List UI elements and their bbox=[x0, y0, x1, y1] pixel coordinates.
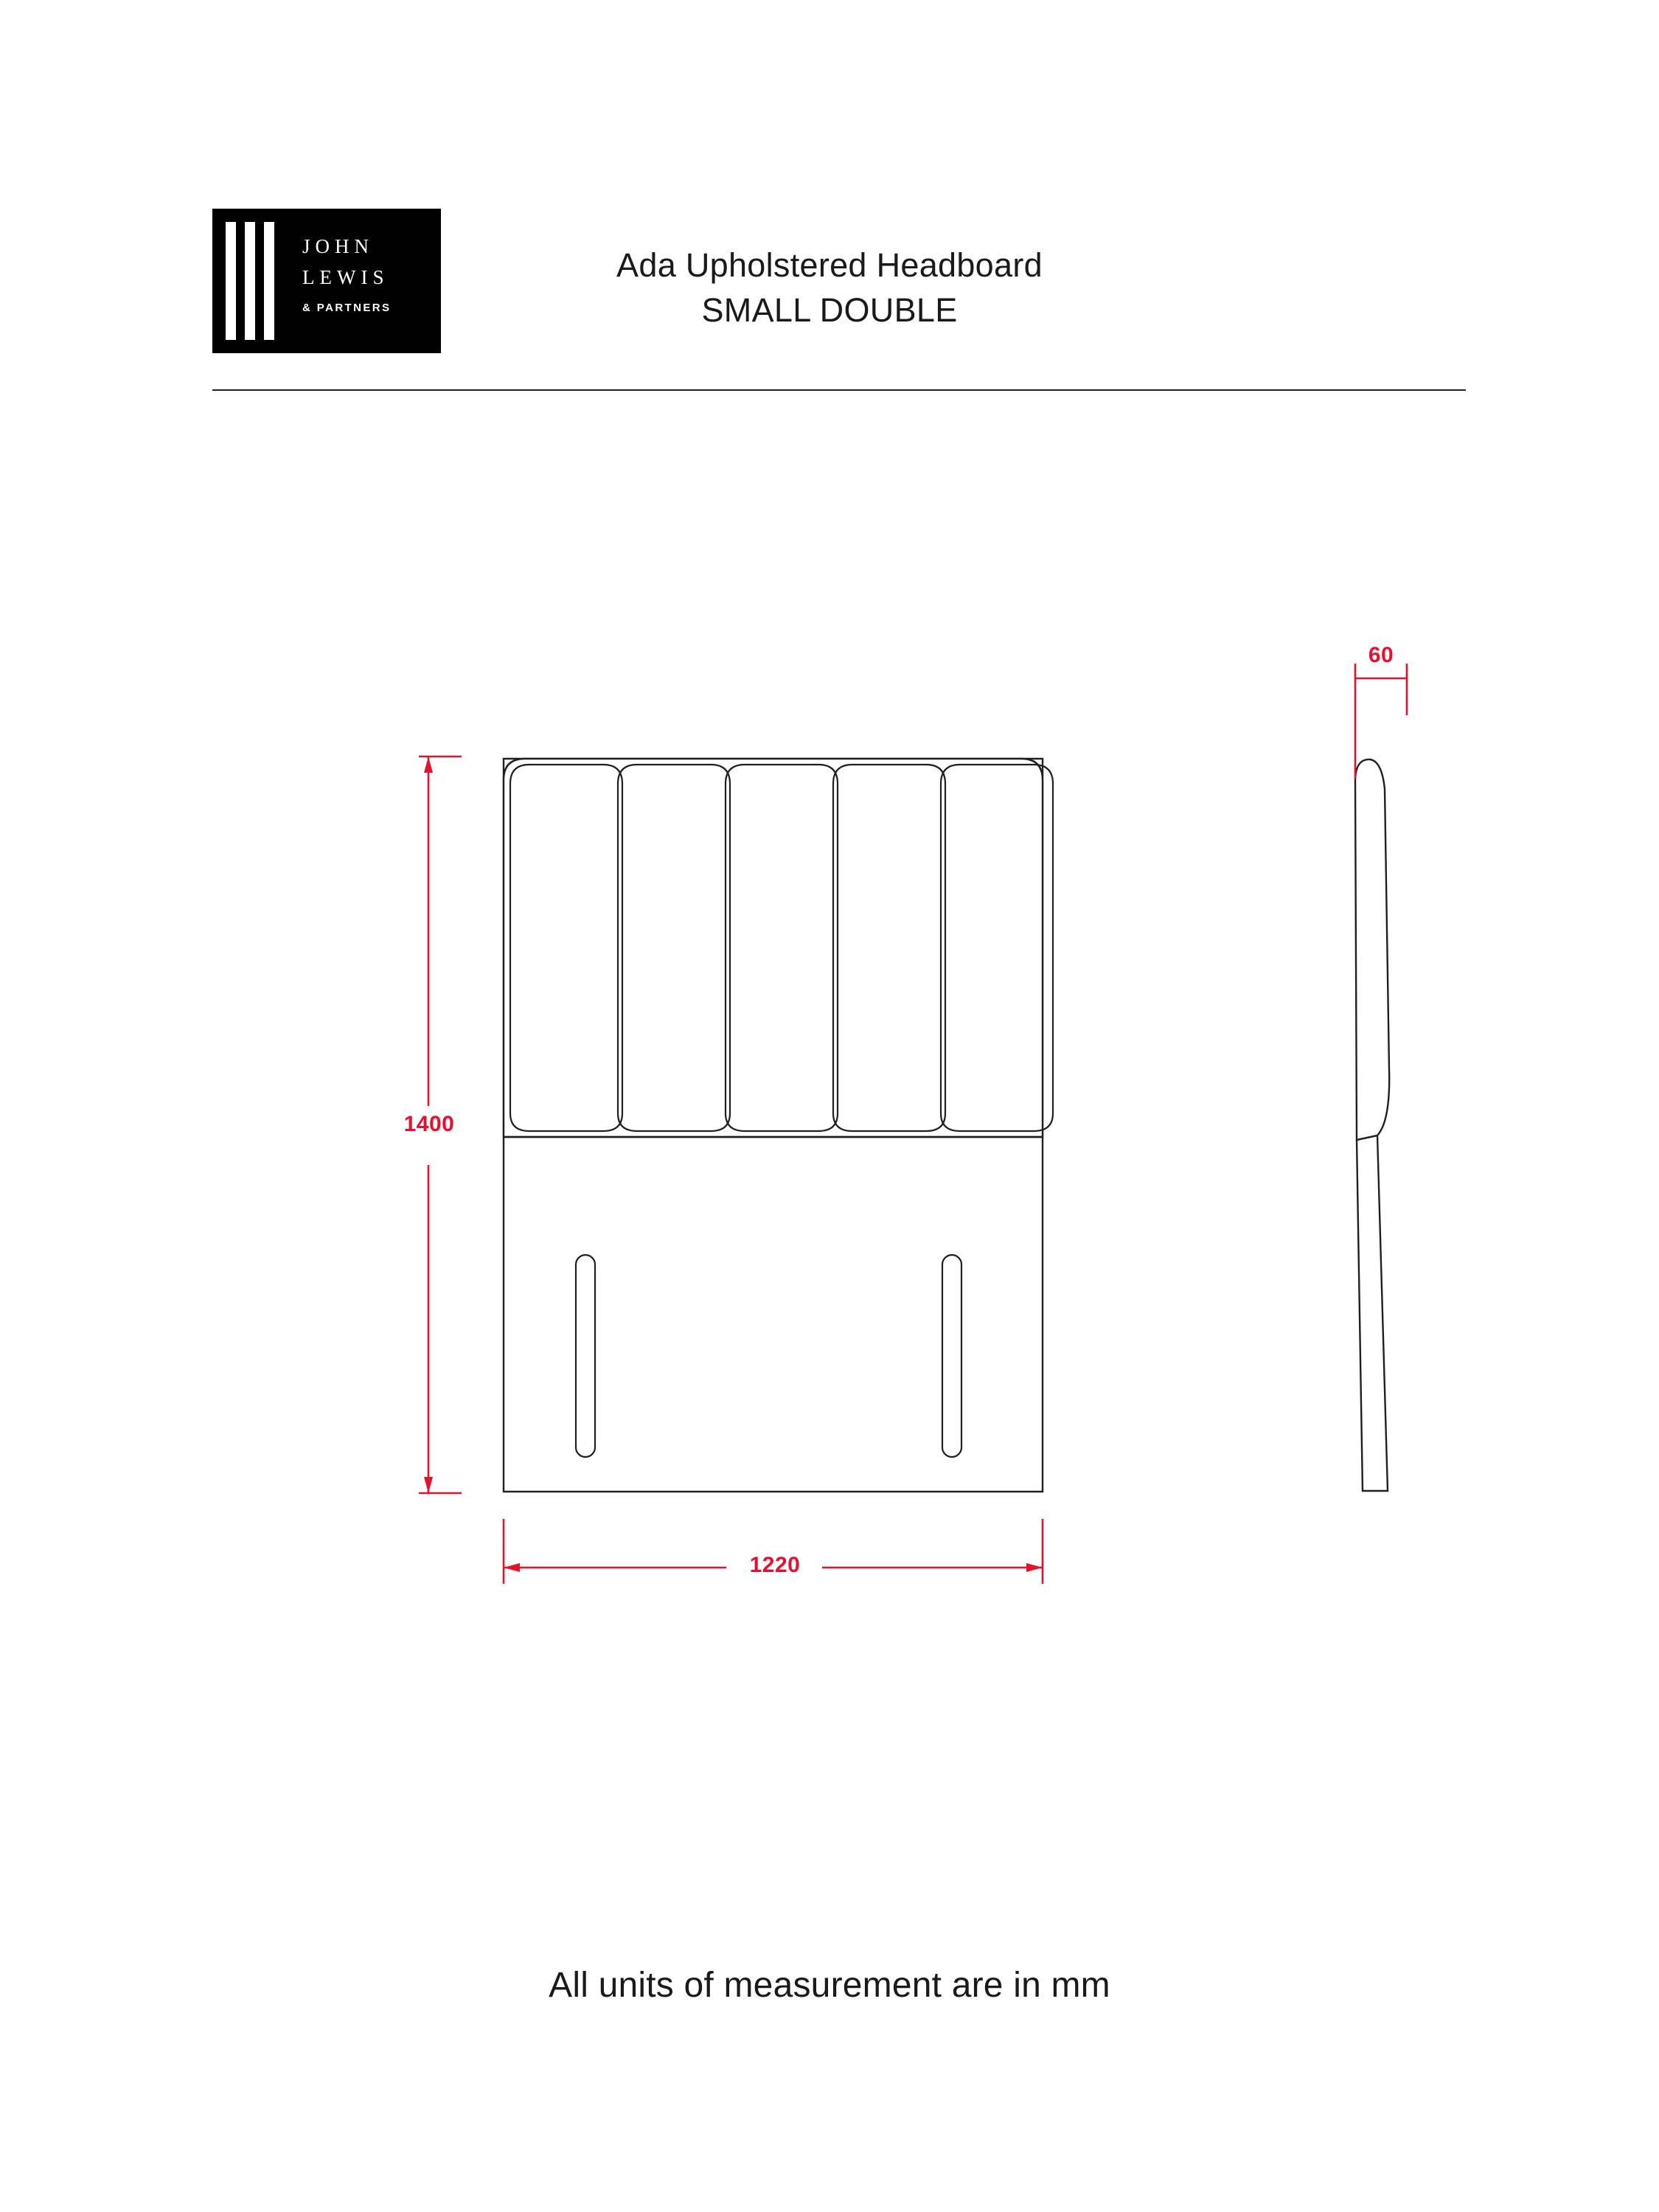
logo-line-3: & PARTNERS bbox=[302, 302, 392, 314]
logo-line-2: LEWIS bbox=[302, 266, 389, 288]
width-arrow-right bbox=[1026, 1563, 1043, 1572]
dimension-label-depth: 60 bbox=[1368, 643, 1394, 667]
logo-line-1: JOHN bbox=[302, 235, 375, 257]
page-title: Ada Upholstered Headboard bbox=[616, 246, 1043, 284]
width-arrow-left bbox=[504, 1563, 520, 1572]
page-subtitle: SMALL DOUBLE bbox=[701, 291, 958, 329]
side-view-board bbox=[1357, 1135, 1388, 1491]
height-arrow-top bbox=[424, 757, 433, 773]
front-view bbox=[504, 759, 1053, 1492]
side-view-cushion bbox=[1355, 759, 1389, 1140]
height-arrow-bottom bbox=[424, 1477, 433, 1493]
side-view bbox=[1355, 759, 1389, 1491]
front-view-upper-body bbox=[504, 759, 1043, 1137]
units-note: All units of measurement are in mm bbox=[549, 1966, 1110, 2005]
dimension-label-height: 1400 bbox=[403, 1112, 455, 1136]
dimension-label-width: 1220 bbox=[749, 1553, 801, 1577]
